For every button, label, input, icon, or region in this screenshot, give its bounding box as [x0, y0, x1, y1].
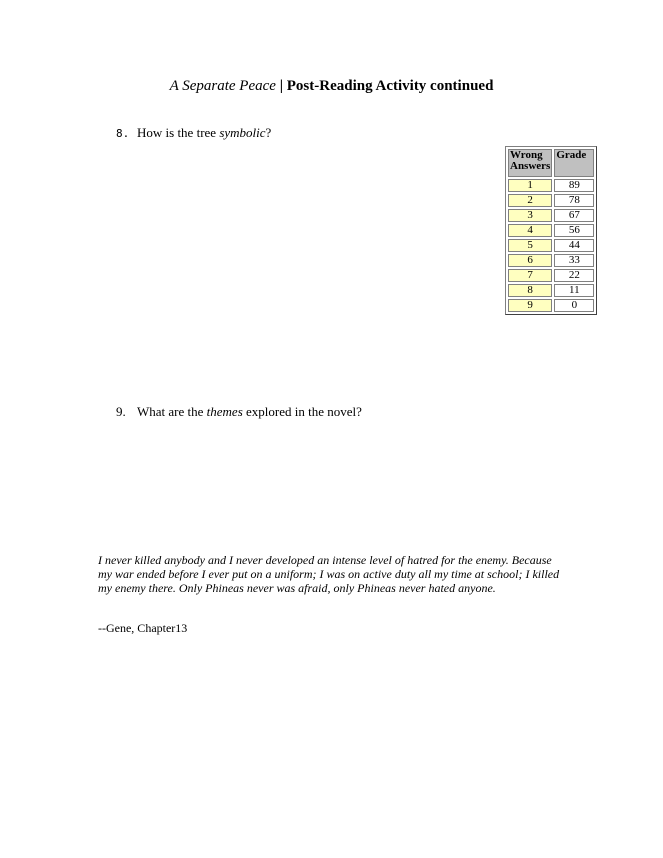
table-row [508, 194, 594, 207]
wrong-cell: 8 [508, 284, 552, 297]
wrong-header-line1: Wrong [510, 149, 543, 161]
question-text: What are the [137, 404, 207, 419]
question-9 [116, 404, 362, 420]
grade-cell: 0 [554, 299, 594, 312]
wrong-cell: 9 [508, 299, 552, 312]
table-row [508, 299, 594, 312]
grade-cell: 33 [554, 254, 594, 267]
question-text-end: ? [265, 125, 272, 140]
table-row [508, 224, 594, 237]
question-text: How is the tree [137, 125, 220, 140]
wrong-cell: 1 [508, 179, 552, 192]
wrong-cell: 2 [508, 194, 552, 207]
book-title: A Separate Peace [169, 78, 276, 94]
wrong-cell: 4 [508, 224, 552, 237]
question-emphasis: themes [206, 404, 243, 419]
table-row [508, 269, 594, 282]
grade-cell: 56 [554, 224, 594, 237]
question-text-end: explored in the novel? [242, 404, 362, 419]
page-title [0, 78, 663, 95]
wrong-cell: 5 [508, 239, 552, 252]
question-number: 9. [116, 404, 126, 419]
wrong-cell: 7 [508, 269, 552, 282]
grade-cell: 89 [554, 179, 594, 192]
question-emphasis: symbolic [219, 125, 266, 140]
grade-cell: 78 [554, 194, 594, 207]
novel-quote: I never killed anybody and I never developed an intense level of hatred for the enemy. Because my war ended before I ever put on a uniform; I was on active duty all my time at school; I killed my enemy there. Only Phineas never was afraid, only Phineas never hated anyone. [98, 553, 560, 595]
grade-cell: 67 [554, 209, 594, 222]
title-suffix: | Post-Reading Activity continued [275, 78, 494, 94]
table-row [508, 209, 594, 222]
question-8 [116, 125, 271, 141]
quote-attribution: --Gene, Chapter13 [98, 621, 188, 635]
grade-cell: 22 [554, 269, 594, 282]
wrong-cell: 3 [508, 209, 552, 222]
wrong-cell: 6 [508, 254, 552, 267]
grade-cell: 11 [554, 284, 594, 297]
wrong-header-line2: Answers [510, 160, 551, 172]
wrong-answers-header [508, 149, 552, 177]
grade-header: Grade [554, 149, 594, 177]
question-number: 8. [116, 127, 130, 140]
table-row [508, 179, 594, 192]
table-row [508, 254, 594, 267]
grade-cell: 44 [554, 239, 594, 252]
grade-table [505, 146, 597, 315]
table-row [508, 284, 594, 297]
table-row [508, 239, 594, 252]
grade-table-header-row [508, 149, 594, 177]
